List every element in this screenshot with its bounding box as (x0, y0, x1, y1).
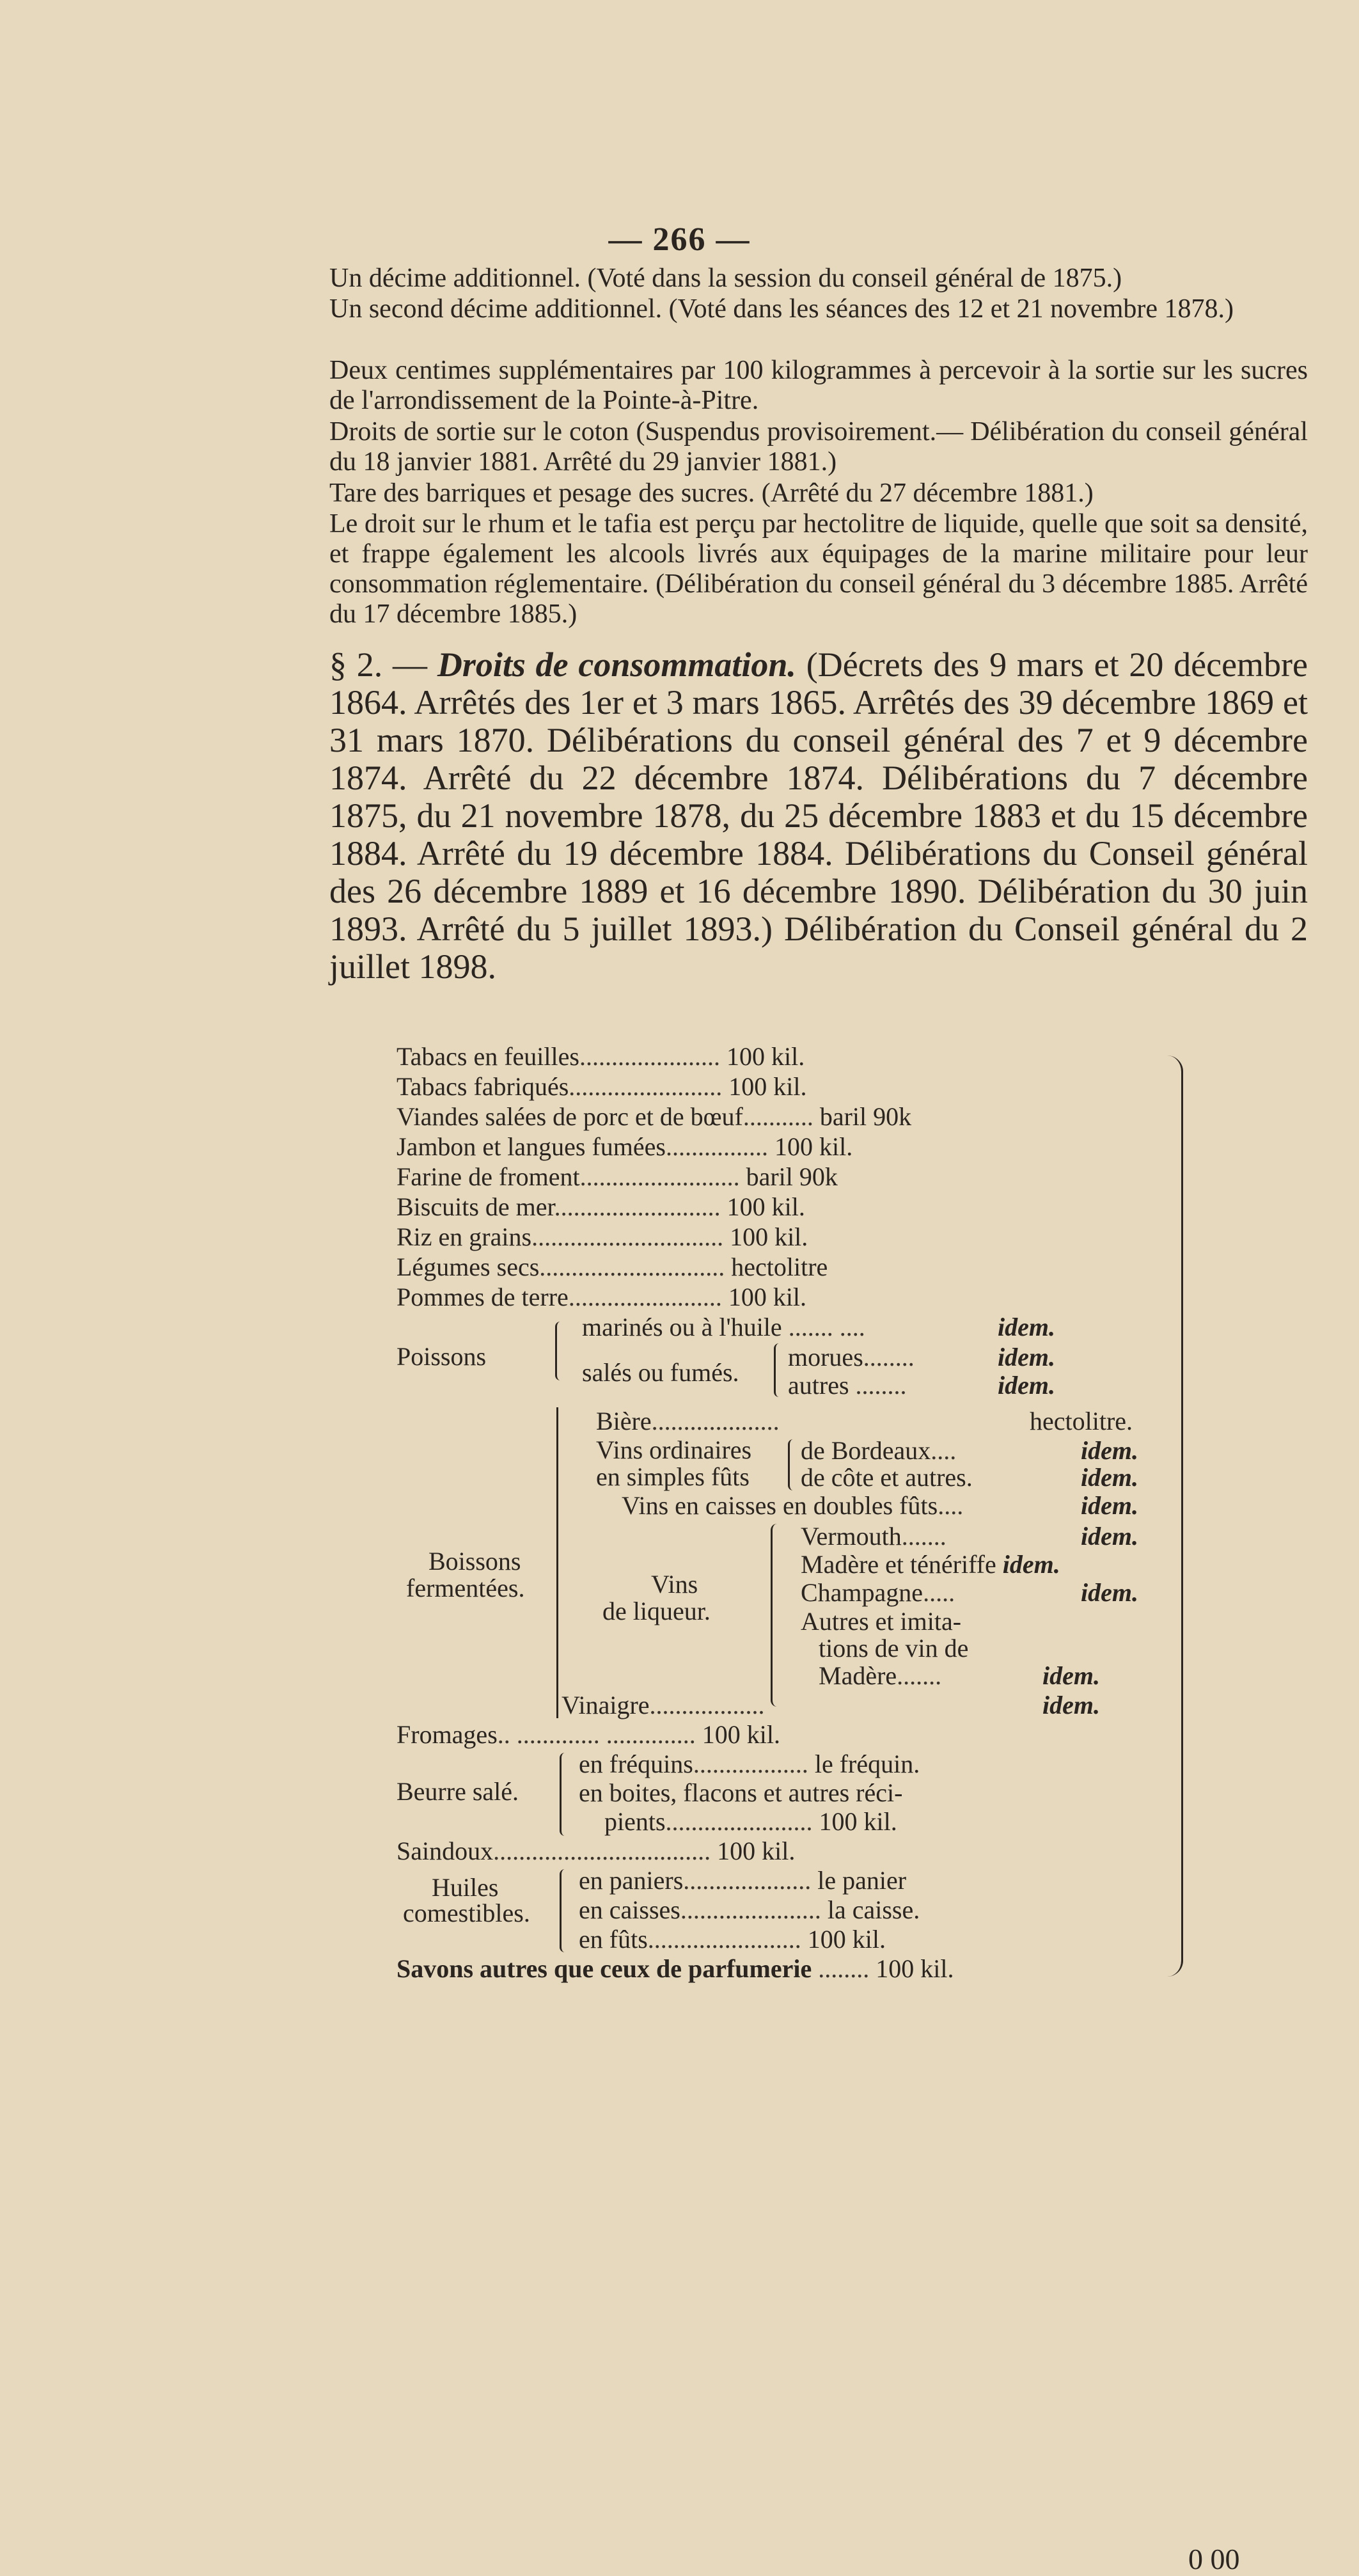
row-item: Jambon et langues fumées (397, 1132, 666, 1161)
table-row (397, 1193, 805, 1221)
paniers-label: en paniers (579, 1866, 684, 1895)
vinaigre-row: Vinaigre.................. (562, 1691, 765, 1719)
boissons-brace (556, 1407, 563, 1718)
paniers-unit: le panier (817, 1866, 907, 1895)
table-row (397, 1253, 828, 1281)
paragraph-rhum: Le droit sur le rhum et le tafia est perçu par hectolitre de liquide, quelle que soit sa densité, et frappe également les alcools livrés aux équipages de la marine militaire pour leur consommation réglementaire. (Délibération du conseil général du 3 décembre 1885. Arrêté du 17 décembre 1885.) (329, 509, 1308, 629)
row-dots: ........................ (568, 1283, 722, 1311)
boites-line-2: pients....................... 100 kil. (604, 1807, 897, 1836)
row-unit: baril 90k (819, 1102, 912, 1131)
vermouth-row: Vermouth....... (801, 1522, 947, 1551)
frequins-label: en fréquins (579, 1750, 693, 1778)
champagne-label: Champagne (801, 1578, 923, 1607)
fromages-unit: 100 kil. (702, 1720, 780, 1749)
row-item: Tabacs en feuilles (397, 1042, 579, 1071)
idem-bordeaux: idem. (1081, 1436, 1138, 1465)
saindoux-unit: 100 kil. (717, 1837, 796, 1865)
bordeaux-row: de Bordeaux.... (801, 1436, 957, 1465)
row-item: Pommes de terre (397, 1283, 569, 1311)
row-dots: ........... (742, 1102, 813, 1131)
beurre-brace (560, 1753, 567, 1836)
liqueur-brace (771, 1524, 778, 1707)
beurre-label: Beurre salé. (397, 1777, 519, 1806)
autres-vins-1: Autres et imita- (801, 1607, 962, 1636)
frequins-unit: le fréquin. (814, 1750, 920, 1778)
table-row (397, 1163, 838, 1191)
autres-vins-madere: Madère (819, 1661, 897, 1690)
row-dots: .......................... (554, 1192, 721, 1221)
vins-liqueur-1: Vins (651, 1570, 698, 1599)
table-row (397, 1223, 808, 1251)
idem-autres-vins: idem. (1042, 1661, 1100, 1690)
futs-label: en fûts (579, 1925, 648, 1954)
section-title: Droits de consommation. (437, 645, 796, 684)
row-dots: ...................... (579, 1042, 720, 1071)
table-row (397, 1283, 806, 1311)
row-item: Farine de froment (397, 1162, 580, 1191)
autres-vins-2: tions de vin de (819, 1634, 969, 1663)
idem-champagne: idem. (1081, 1578, 1138, 1607)
tariff-brace (1167, 1055, 1183, 1977)
futs-row: en fûts........................ 100 kil. (579, 1925, 886, 1954)
vins-ordinaires-2: en simples fûts (596, 1462, 750, 1491)
frequins-row: en fréquins.................. le fréquin. (579, 1750, 920, 1778)
row-unit: 100 kil. (774, 1132, 853, 1161)
paragraph-decime: Un décime additionnel. (Voté dans la session du conseil général de 1875.) (329, 264, 1122, 293)
autres-poissons-row: autres ........ (788, 1371, 907, 1400)
morues-label: morues (788, 1343, 863, 1371)
section-prefix: § 2. — (329, 645, 437, 684)
autres-vins-3: Madère....... (819, 1661, 942, 1690)
page-number: — 266 — (608, 221, 751, 258)
caisses-huiles-label: en caisses (579, 1895, 680, 1924)
boissons-label-2: fermentées. (406, 1574, 525, 1602)
vins-ordinaires-brace (788, 1439, 795, 1490)
poissons-label: Poissons (397, 1342, 487, 1371)
huiles-label-1: Huiles (432, 1873, 499, 1902)
tariff-rate: 0 00 (1188, 2543, 1240, 2575)
idem-autres: idem. (998, 1371, 1055, 1400)
sales-brace (774, 1343, 781, 1397)
idem-caisses: idem. (1081, 1491, 1138, 1520)
savons-unit: 100 kil. (876, 1954, 954, 1983)
table-row (397, 1073, 807, 1101)
fromages-row: Fromages.. ............. .............. 100 kil. (397, 1720, 780, 1749)
poissons-marines-row: marinés ou à l'huile ....... .... (582, 1313, 865, 1341)
paragraph-coton: Droits de sortie sur le coton (Suspendus provisoirement.— Délibération du conseil général du 18 janvier 1881. Arrêté du 29 janvier 1881.) (329, 417, 1308, 477)
autres-poissons-label: autres (788, 1371, 849, 1400)
boites-line-1: en boites, flacons et autres réci- (579, 1778, 903, 1807)
paragraph-tare: Tare des barriques et pesage des sucres. (Arrêté du 27 décembre 1881.) (329, 478, 1094, 508)
row-unit: 100 kil. (730, 1222, 808, 1251)
idem-vinaigre: idem. (1042, 1691, 1100, 1719)
caisses-row: Vins en caisses en doubles fûts.... (622, 1491, 964, 1520)
caisses-huiles-row: en caisses...................... la caisse. (579, 1895, 920, 1924)
boites-label: pients (604, 1807, 666, 1836)
poissons-marines: marinés ou à l'huile (582, 1313, 782, 1341)
paragraph-second-decime: Un second décime additionnel. (Voté dans les séances des 12 et 21 novembre 1878.) (329, 294, 1234, 324)
huiles-label-2: comestibles. (403, 1899, 530, 1927)
morues-row: morues........ (788, 1343, 915, 1371)
idem-madere: idem. (1002, 1550, 1060, 1579)
biere-row: Bière.................... (596, 1407, 780, 1435)
poissons-sales: salés ou fumés. (582, 1358, 739, 1387)
row-unit: 100 kil. (728, 1072, 807, 1101)
idem-marines: idem. (998, 1313, 1055, 1341)
huiles-brace (560, 1869, 567, 1952)
table-row (397, 1043, 805, 1071)
bordeaux-label: de Bordeaux (801, 1436, 931, 1465)
paragraph-centimes: Deux centimes supplémentaires par 100 kilogrammes à percevoir à la sortie sur les sucres de l'arrondissement de la Pointe-à-Pitre. (329, 356, 1308, 415)
biere-unit: hectolitre. (1030, 1407, 1133, 1435)
row-dots: ............................. (539, 1252, 725, 1281)
section-decrees: (Décrets des 9 mars et 20 décembre 1864. Arrêtés des 1er et 3 mars 1865. Arrêtés des 39 décembre 1869 et 31 mars 1870. Délibérations du conseil général des 7 et 9 décembre 1874. Arrêté du 22 décembre 1874. Délibérations du 7 décembre 1875, du 21 novembre 1878, du 25 décembre 1883 et du 15 décembre 1884. Arrêté du 19 décembre 1884. Délibérations du Conseil général des 26 décembre 1889 et 16 décembre 1890. Délibération du 30 juin 1893. Arrêté du 5 juillet 1893.) Délibération du Conseil général du 2 juillet 1898. (329, 645, 1308, 986)
row-dots: ......................... (579, 1162, 740, 1191)
idem-cote: idem. (1081, 1463, 1138, 1492)
biere-label: Bière (596, 1407, 652, 1435)
row-item: Viandes salées de porc et de bœuf (397, 1102, 743, 1131)
vins-ordinaires-1: Vins ordinaires (596, 1435, 752, 1464)
paniers-row: en paniers.................... le panier (579, 1866, 907, 1895)
row-unit: 100 kil. (728, 1283, 807, 1311)
madere-row (801, 1551, 1060, 1579)
row-item: Biscuits de mer (397, 1192, 554, 1221)
table-row (397, 1103, 911, 1131)
row-unit: 100 kil. (726, 1042, 805, 1071)
row-unit: 100 kil. (727, 1192, 805, 1221)
row-dots: ........................ (569, 1072, 723, 1101)
table-row (397, 1133, 852, 1161)
boissons-label-1: Boissons (428, 1547, 521, 1576)
cote-row: de côte et autres. (801, 1463, 973, 1492)
row-item: Riz en grains (397, 1222, 532, 1251)
vins-liqueur-2: de liqueur. (602, 1597, 711, 1625)
row-unit: hectolitre (731, 1252, 828, 1281)
champagne-row: Champagne..... (801, 1578, 955, 1607)
fromages-label: Fromages (397, 1720, 498, 1749)
futs-unit: 100 kil. (807, 1925, 886, 1954)
idem-morues: idem. (998, 1343, 1055, 1371)
row-item: Légumes secs (397, 1252, 540, 1281)
saindoux-row: Saindoux.................................. 100 kil. (397, 1837, 796, 1865)
caisses-huiles-unit: la caisse. (827, 1895, 920, 1924)
row-dots: .............................. (531, 1222, 724, 1251)
section-consommation (329, 646, 1308, 986)
boites-unit: 100 kil. (819, 1807, 897, 1836)
vinaigre-label: Vinaigre (562, 1691, 650, 1719)
savons-label: Savons autres que ceux de parfumerie (397, 1954, 812, 1983)
madere-label: Madère et ténériffe (801, 1550, 996, 1579)
caisses-label: Vins en caisses en doubles fûts (622, 1491, 938, 1520)
poissons-brace (555, 1322, 563, 1380)
row-dots: ................ (666, 1132, 768, 1161)
savons-row: Savons autres que ceux de parfumerie ........ 100 kil. (397, 1954, 954, 1983)
vermouth-label: Vermouth (801, 1522, 902, 1551)
row-item: Tabacs fabriqués (397, 1072, 569, 1101)
idem-vermouth: idem. (1081, 1522, 1138, 1551)
saindoux-label: Saindoux (397, 1837, 494, 1865)
row-unit: baril 90k (746, 1162, 838, 1191)
